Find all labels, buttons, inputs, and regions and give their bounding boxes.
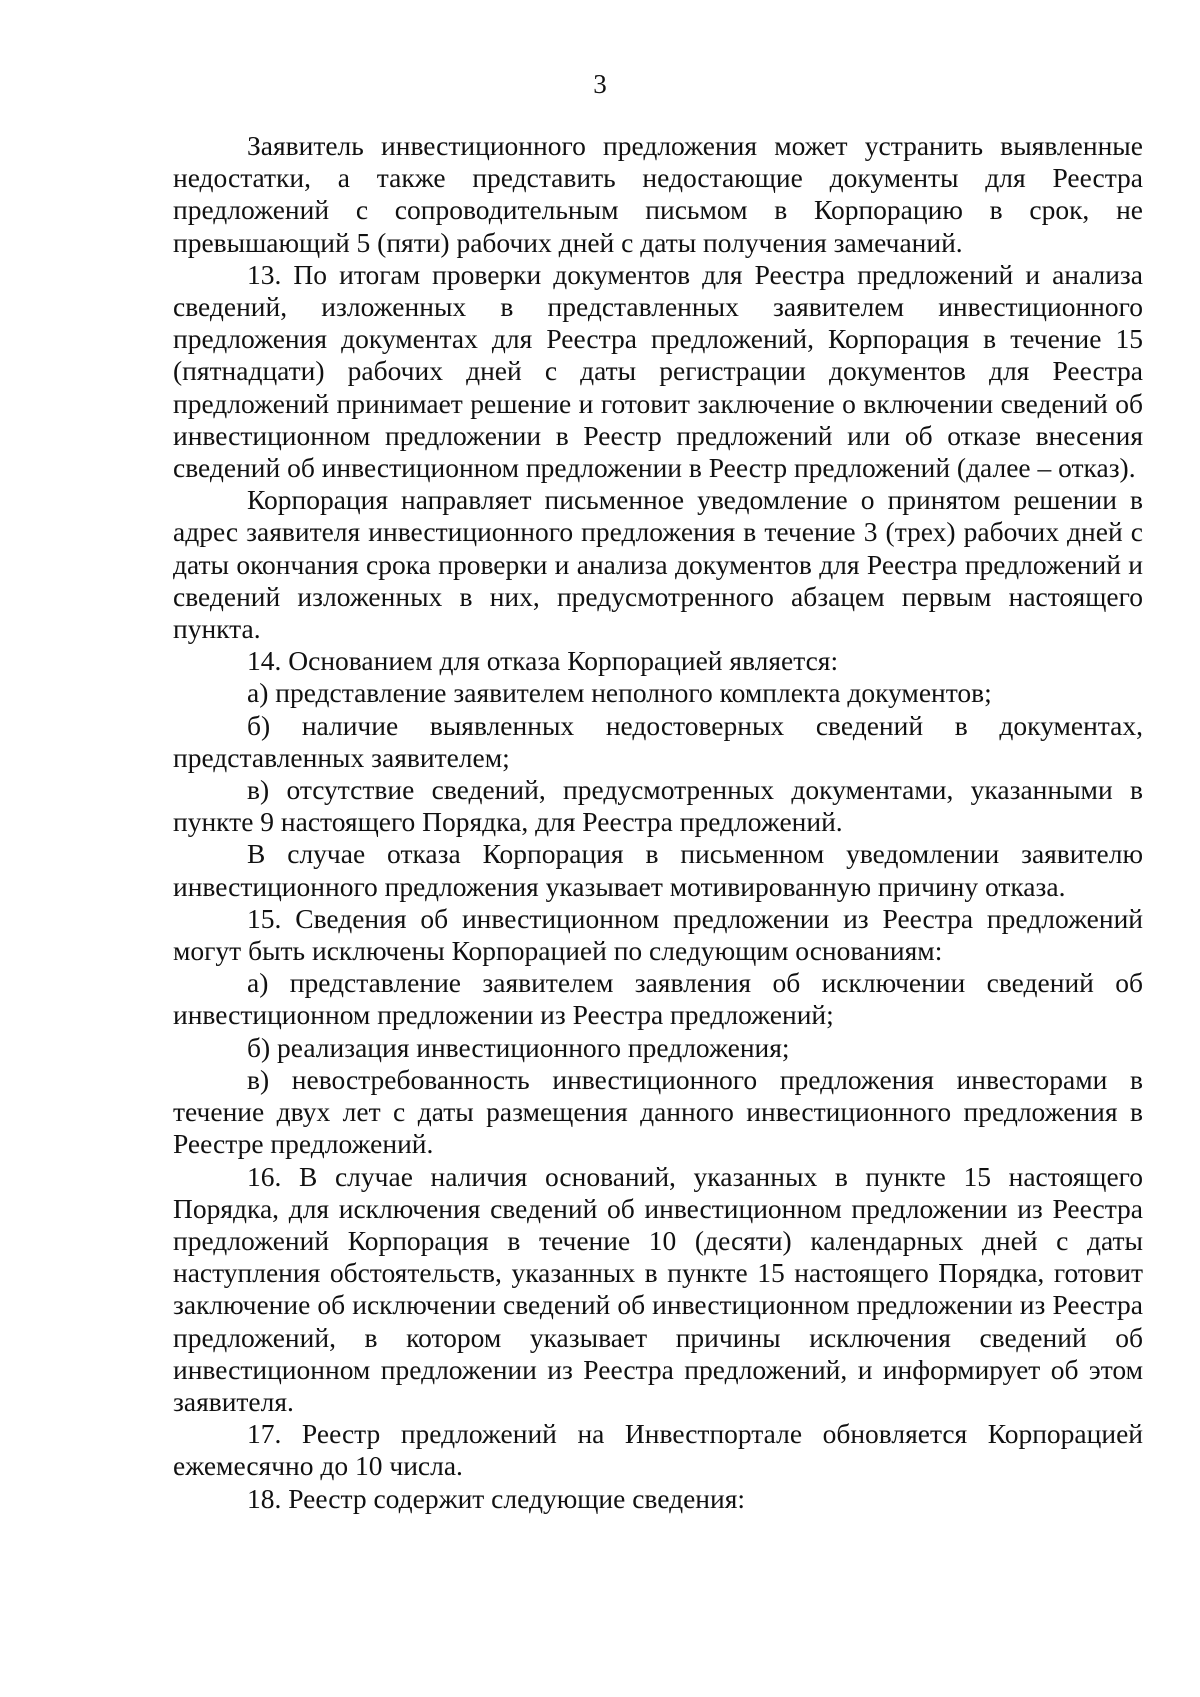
paragraph-14a: а) представление заявителем неполного комплекта документов; (247, 677, 992, 709)
paragraph-14v: в) отсутствие сведений, предусмотренных документами, указанными в пункте 9 настоящего Порядка, для Реестра предложений. (173, 774, 1143, 838)
paragraph-17-registry-update: 17. Реестр предложений на Инвестпортале обновляется Корпорацией ежемесячно до 10 числа. (173, 1418, 1143, 1482)
paragraph-18-registry-contents: 18. Реестр содержит следующие сведения: (247, 1482, 746, 1514)
paragraph-14-refusal-grounds: 14. Основанием для отказа Корпорацией является: (247, 645, 839, 677)
paragraph-14-refusal-notice: В случае отказа Корпорация в письменном уведомлении заявителю инвестиционного предложения указывает мотивированную причину отказа. (173, 838, 1143, 902)
paragraph-16-exclusion-procedure: 16. В случае наличия оснований, указанных в пункте 15 настоящего Порядка, для исключения сведений об инвестиционном предложении из Реестра предложений Корпорация в течение 10 (десяти) календарных дней с даты наступления обстоятельств, указанных в пункте 15 настоящего Порядка, готовит заключение об исключении сведений об инвестиционном предложении из Реестра предложений, в котором указывает причины исключения сведений об инвестиционном предложении из Реестра предложений, и информирует об этом заявителя. (173, 1160, 1143, 1417)
paragraph-15v: в) невостребованность инвестиционного предложения инвесторами в течение двух лет с даты размещения данного инвестиционного предложения в Реестре предложений. (173, 1063, 1143, 1160)
paragraph-14b: б) наличие выявленных недостоверных сведений в документах, представленных заявителем; (173, 709, 1143, 773)
paragraph-15a: а) представление заявителем заявления об исключении сведений об инвестиционном предложении из Реестра предложений; (173, 967, 1143, 1031)
paragraph-15-exclusion-grounds: 15. Сведения об инвестиционном предложении из Реестра предложений могут быть исключены Корпорацией по следующим основаниям: (173, 902, 1143, 967)
paragraph-13-review-results: 13. По итогам проверки документов для Реестра предложений и анализа сведений, изложенных в представленных заявителем инвестиционного предложения документах для Реестра предложений, Корпорация в течение 15 (пятнадцати) рабочих дней с даты регистрации документов для Реестра предложений принимает решение и готовит заключение о включении сведений об инвестиционном предложении в Реестр предложений или об отказе внесения сведений об инвестиционном предложении в Реестр предложений (далее – отказ). (173, 258, 1143, 484)
document-body (173, 130, 1143, 1515)
paragraph-15b: б) реализация инвестиционного предложения; (247, 1031, 790, 1063)
paragraph-13-notification: Корпорация направляет письменное уведомление о принятом решении в адрес заявителя инвестиционного предложения в течение 3 (трех) рабочих дней с даты окончания срока проверки и анализа документов для Реестра предложений и сведений изложенных в них, предусмотренного абзацем первым настоящего пункта. (173, 484, 1143, 645)
paragraph-applicant-corrections: Заявитель инвестиционного предложения может устранить выявленные недостатки, а также представить недостающие документы для Реестра предложений с сопроводительным письмом в Корпорацию в срок, не превышающий 5 (пяти) рабочих дней с даты получения замечаний. (173, 130, 1143, 258)
page-number: 3 (593, 69, 607, 99)
